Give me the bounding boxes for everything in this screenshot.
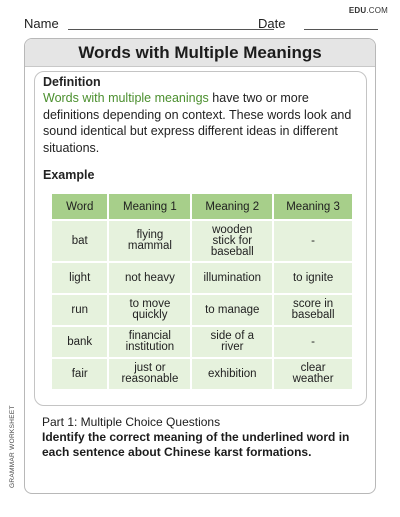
part1-instructions: Identify the correct meaning of the underlined word in each sentence about Chinese karst formations.	[42, 430, 350, 459]
side-label: GRAMMAR WORKSHEET	[9, 405, 16, 488]
table-cell: -	[274, 325, 352, 357]
table-cell: not heavy	[109, 261, 192, 293]
table-cell: side of a river	[192, 325, 274, 357]
brand-logo	[349, 6, 388, 15]
table-cell: wooden stick for baseball	[192, 219, 274, 261]
table-cell: bat	[52, 219, 109, 261]
table-cell: illumination	[192, 261, 274, 293]
definition-box	[34, 71, 367, 406]
worksheet-title: Words with Multiple Meanings	[25, 39, 375, 67]
table-row	[52, 357, 352, 389]
name-label: Name	[24, 16, 59, 31]
table-cell: clear weather	[274, 357, 352, 389]
table-cell: to move quickly	[109, 293, 192, 325]
definition-text	[43, 90, 361, 156]
name-field[interactable]	[68, 29, 274, 30]
logo-suffix: .COM	[366, 6, 388, 15]
definition-body: have two or more definitions depending on context. These words look and sound identical but express different ideas in different situations.	[43, 91, 352, 155]
column-header: Meaning 1	[109, 194, 192, 219]
table-cell: bank	[52, 325, 109, 357]
column-header: Word	[52, 194, 109, 219]
logo-brand: EDU	[348, 6, 367, 15]
definition-heading: Definition	[43, 75, 101, 89]
table-cell: fair	[52, 357, 109, 389]
table-cell: flying mammal	[109, 219, 192, 261]
date-label: Date	[258, 16, 286, 31]
table-cell: light	[52, 261, 109, 293]
definition-highlight: Words with multiple meanings	[43, 91, 209, 105]
table-cell: to manage	[192, 293, 274, 325]
part1-title: Part 1: Multiple Choice Questions	[42, 415, 221, 429]
table-row	[52, 325, 352, 357]
meanings-table	[52, 194, 352, 389]
column-header: Meaning 3	[274, 194, 352, 219]
table-cell: exhibition	[192, 357, 274, 389]
column-header: Meaning 2	[192, 194, 274, 219]
table-cell: -	[274, 219, 352, 261]
table-cell: run	[52, 293, 109, 325]
example-heading: Example	[43, 168, 95, 182]
table-row	[52, 293, 352, 325]
date-field[interactable]	[304, 29, 378, 30]
table-row	[52, 219, 352, 261]
table-header-row	[52, 194, 352, 219]
table-row	[52, 261, 352, 293]
table-cell: to ignite	[274, 261, 352, 293]
table-cell: just or reasonable	[109, 357, 192, 389]
table-cell: financial institution	[109, 325, 192, 357]
part1-section	[42, 415, 372, 460]
worksheet-card	[24, 38, 376, 494]
name-date-row	[24, 16, 378, 32]
table-cell: score in baseball	[274, 293, 352, 325]
